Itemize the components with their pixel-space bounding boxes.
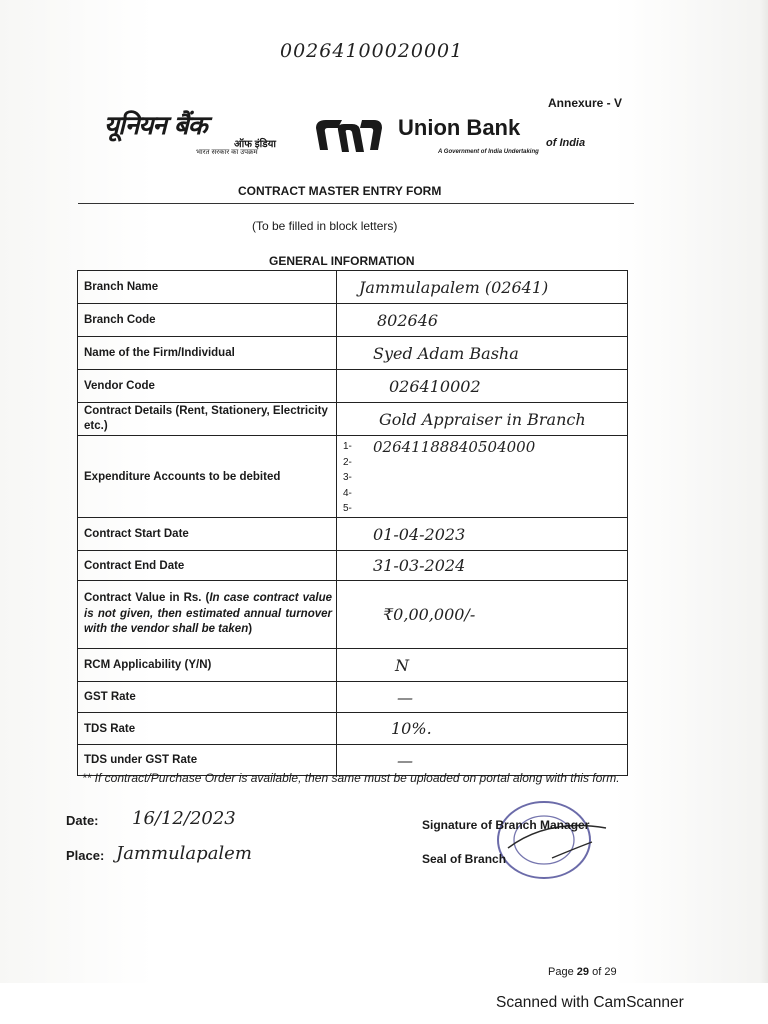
annexure-label: Annexure - V: [548, 96, 623, 110]
row-label: GST Rate: [78, 682, 337, 713]
page-edge-shadow: [760, 0, 768, 983]
page-total: 29: [604, 966, 617, 978]
bank-logo-english: [398, 115, 598, 155]
footnote: ** If contract/Purchase Order is available, then same must be uploaded on portal along with this form.: [82, 771, 620, 785]
general-information-table: [77, 270, 628, 776]
branch-seal-stamp: [488, 798, 608, 884]
list-item: 2-: [343, 456, 352, 468]
row-value-cell: [337, 403, 628, 436]
form-subtitle: (To be filled in block letters): [252, 219, 398, 233]
branch-name-value: Jammulapalem (02641): [359, 277, 549, 297]
row-value-cell: [337, 436, 628, 518]
row-label: Contract Details (Rent, Stationery, Electricity etc.): [78, 403, 337, 436]
union-bank-logo-icon: [312, 116, 386, 156]
table-row: [78, 649, 628, 682]
table-row: [78, 551, 628, 581]
table-row: [78, 337, 628, 370]
page-number: [548, 966, 617, 978]
place-value: Jammulapalem: [116, 843, 252, 864]
list-item: 3-: [343, 472, 352, 483]
gst-rate-value: —: [397, 687, 413, 707]
form-title: CONTRACT MASTER ENTRY FORM: [238, 184, 442, 198]
firm-name-value: Syed Adam Basha: [373, 343, 519, 363]
list-item: 5-: [343, 503, 352, 514]
row-label: Expenditure Accounts to be debited: [78, 436, 337, 518]
label-end: ): [248, 623, 253, 636]
logo-hindi-name: यूनियन बैंक: [104, 111, 207, 141]
page-of: of: [592, 966, 602, 978]
row-value-cell: [337, 518, 628, 551]
bank-logo-hindi: [104, 111, 304, 156]
logo-english-sub: of India: [546, 137, 586, 149]
seal-label: Seal of Branch: [422, 852, 507, 866]
row-label: Name of the Firm/Individual: [78, 337, 337, 370]
page-prefix: Page: [548, 966, 574, 978]
vendor-code-value: 026410002: [389, 376, 481, 396]
tds-gst-value: —: [397, 750, 413, 770]
date-label: Date:: [66, 813, 99, 828]
table-row: [78, 682, 628, 713]
handwritten-reference-number: 00264100020001: [280, 40, 464, 62]
date-value: 16/12/2023: [132, 808, 236, 829]
section-title: GENERAL INFORMATION: [269, 254, 415, 268]
table-row: [78, 304, 628, 337]
rcm-value: N: [395, 655, 409, 675]
place-label: Place:: [66, 848, 105, 863]
logo-hindi-sub: ऑफ इंडिया: [234, 139, 276, 150]
list-item: 4-: [343, 487, 352, 499]
table-row: [78, 271, 628, 304]
label-main: Contract Value in Rs. (: [84, 592, 210, 605]
table-row: [78, 436, 628, 518]
branch-code-value: 802646: [377, 310, 439, 330]
table-row: [78, 518, 628, 551]
account-number-list: [343, 439, 352, 517]
row-label: Contract End Date: [78, 551, 337, 581]
row-value-cell: [337, 304, 628, 337]
label-italic: In case contract value is not given, then estimated annual turnover with the vendor shall be taken: [84, 592, 332, 636]
title-divider: [78, 203, 634, 204]
table-row: [78, 370, 628, 403]
row-value-cell: [337, 581, 628, 649]
expenditure-account-value: 02641188840504000: [373, 438, 536, 456]
row-value-cell: [337, 649, 628, 682]
end-date-value: 31-03-2024: [373, 556, 466, 575]
page-current: 29: [576, 966, 590, 978]
row-value-cell: [337, 271, 628, 304]
row-value-cell: [337, 713, 628, 745]
contract-value-value: ₹0,00,000/-: [383, 605, 476, 624]
tds-rate-value: 10%.: [391, 719, 432, 738]
row-value-cell: [337, 370, 628, 403]
scanner-watermark: Scanned with CamScanner: [496, 994, 684, 1011]
row-label: Branch Code: [78, 304, 337, 337]
row-label: RCM Applicability (Y/N): [78, 649, 337, 682]
table-row: [78, 581, 628, 649]
row-label: Vendor Code: [78, 370, 337, 403]
table-row: [78, 403, 628, 436]
row-label: [78, 581, 337, 649]
logo-english-tagline: A Government of India Undertaking: [438, 149, 539, 155]
table-row: [78, 713, 628, 745]
row-label: TDS under GST Rate: [78, 745, 337, 776]
list-item: 1-: [343, 441, 352, 452]
row-label: TDS Rate: [78, 713, 337, 745]
row-label: Contract Start Date: [78, 518, 337, 551]
row-value-cell: [337, 337, 628, 370]
logo-english-name: Union Bank: [398, 115, 521, 140]
contract-details-value: Gold Appraiser in Branch: [379, 409, 586, 429]
row-value-cell: [337, 682, 628, 713]
row-value-cell: [337, 551, 628, 581]
signature-label: Signature of Branch Manager: [422, 818, 590, 832]
start-date-value: 01-04-2023: [373, 524, 466, 544]
logo-hindi-tagline: भारत सरकार का उपक्रम: [196, 149, 258, 156]
row-label: Branch Name: [78, 271, 337, 304]
